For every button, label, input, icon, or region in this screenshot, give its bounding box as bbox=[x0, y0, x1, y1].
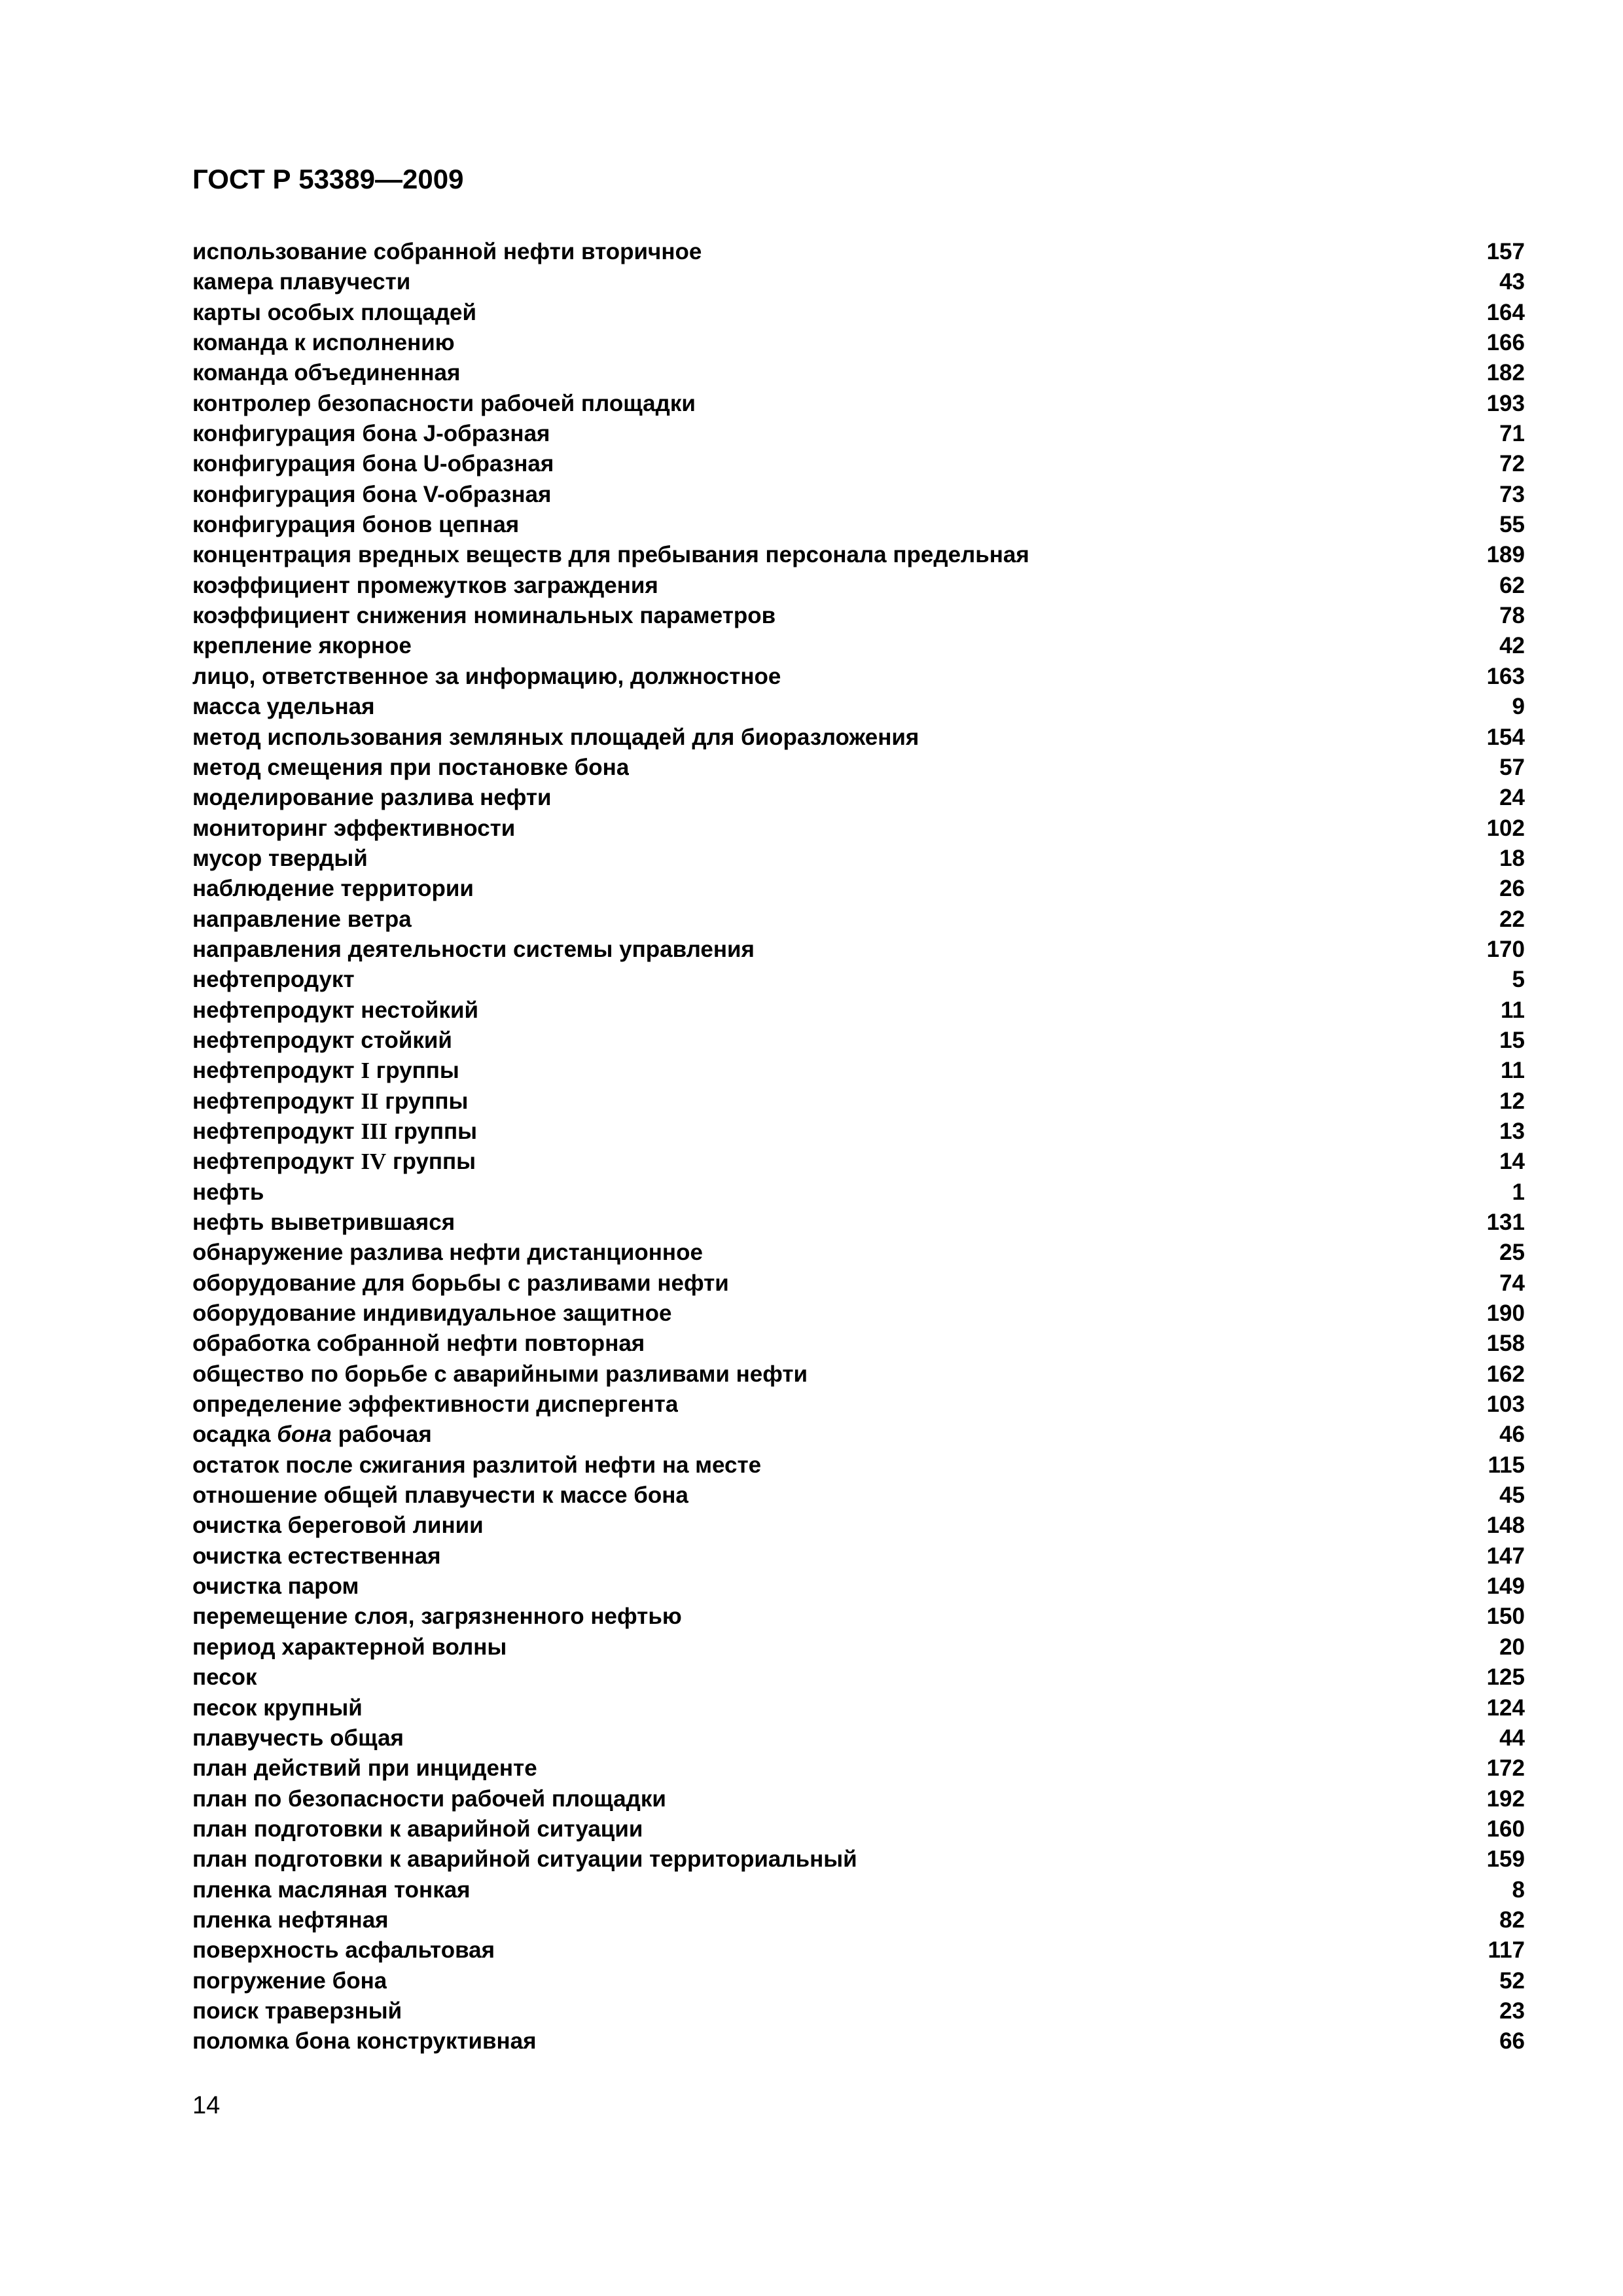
index-entry bbox=[192, 783, 1525, 813]
index-page-ref: 166 bbox=[1486, 330, 1525, 356]
index-term: направления деятельности системы управления bbox=[192, 936, 755, 962]
index-entry bbox=[192, 1299, 1525, 1329]
index-entry bbox=[192, 965, 1525, 995]
index-page-ref: 1 bbox=[1512, 1179, 1525, 1205]
index-term: направление ветра bbox=[192, 906, 412, 932]
index-entry bbox=[192, 1420, 1525, 1450]
index-page-ref: 15 bbox=[1499, 1027, 1525, 1053]
index-entry bbox=[192, 662, 1525, 692]
index-page-ref: 23 bbox=[1499, 1998, 1525, 2024]
index-page-ref: 157 bbox=[1486, 239, 1525, 264]
index-term-roman-numeral: III bbox=[361, 1118, 388, 1144]
index-term-part: группы bbox=[387, 1118, 478, 1144]
index-entry bbox=[192, 1450, 1525, 1480]
index-term bbox=[192, 1147, 476, 1177]
index-term: обработка собранной нефти повторная bbox=[192, 1331, 645, 1357]
index-entry bbox=[192, 1359, 1525, 1390]
index-term: наблюдение территории bbox=[192, 876, 474, 902]
index-page-ref: 193 bbox=[1486, 390, 1525, 416]
index-page-ref: 192 bbox=[1486, 1785, 1525, 1812]
index-term: общество по борьбе с аварийными разливами нефти bbox=[192, 1361, 808, 1387]
index-term: нефтепродукт нестойкий bbox=[192, 997, 479, 1023]
index-page-ref: 57 bbox=[1499, 754, 1525, 780]
index-page-ref: 182 bbox=[1486, 360, 1525, 386]
index-entry bbox=[192, 1784, 1525, 1814]
index-term: нефтепродукт bbox=[192, 967, 355, 993]
index-page-ref: 26 bbox=[1499, 876, 1525, 902]
index-entry bbox=[192, 1117, 1525, 1147]
index-page-ref: 149 bbox=[1486, 1573, 1525, 1600]
index-page-ref: 190 bbox=[1486, 1300, 1525, 1327]
index-term: очистка естественная bbox=[192, 1543, 441, 1569]
index-entry bbox=[192, 1935, 1525, 1965]
index-entry bbox=[192, 723, 1525, 753]
index-term bbox=[192, 1117, 477, 1147]
index-term: оборудование для борьбы с разливами нефти bbox=[192, 1270, 729, 1296]
index-term: поиск траверзный bbox=[192, 1998, 402, 2024]
index-page-ref: 44 bbox=[1499, 1725, 1525, 1751]
index-entry bbox=[192, 358, 1525, 388]
index-term-part: нефтепродукт bbox=[192, 1088, 361, 1114]
index-page-ref: 46 bbox=[1499, 1422, 1525, 1448]
page-number: 14 bbox=[192, 2092, 221, 2119]
index-entry bbox=[192, 601, 1525, 631]
index-entry bbox=[192, 1875, 1525, 1905]
index-term: определение эффективности диспергента bbox=[192, 1391, 679, 1418]
index-page-ref: 5 bbox=[1512, 967, 1525, 993]
index-term: мусор твердый bbox=[192, 845, 368, 871]
index-entry bbox=[192, 510, 1525, 540]
index-page-ref: 147 bbox=[1486, 1543, 1525, 1569]
index-term: пленка масляная тонкая bbox=[192, 1876, 471, 1903]
index-page-ref: 24 bbox=[1499, 785, 1525, 811]
index-term: конфигурация бона J-образная bbox=[192, 421, 550, 447]
index-term: период характерной волны bbox=[192, 1634, 507, 1660]
index-entry bbox=[192, 1086, 1525, 1117]
index-term: метод использования земляных площадей для биоразложения bbox=[192, 724, 919, 750]
index-entry bbox=[192, 1147, 1525, 1177]
index-page-ref: 115 bbox=[1488, 1452, 1525, 1478]
index-entry bbox=[192, 1390, 1525, 1420]
index-entry bbox=[192, 1511, 1525, 1541]
index-term: нефть bbox=[192, 1179, 264, 1205]
index-entry bbox=[192, 1693, 1525, 1723]
index-term: оборудование индивидуальное защитное bbox=[192, 1300, 672, 1327]
index-page-ref: 103 bbox=[1486, 1391, 1525, 1418]
index-term: план подготовки к аварийной ситуации территориальный bbox=[192, 1846, 857, 1873]
index-entry bbox=[192, 419, 1525, 449]
index-entry bbox=[192, 1238, 1525, 1268]
index-page-ref: 43 bbox=[1499, 269, 1525, 295]
index-term: масса удельная bbox=[192, 694, 375, 720]
index-page-ref: 189 bbox=[1486, 542, 1525, 568]
index-page-ref: 125 bbox=[1486, 1664, 1525, 1691]
index-page-ref: 18 bbox=[1499, 845, 1525, 871]
index-page-ref: 158 bbox=[1486, 1331, 1525, 1357]
index-term: лицо, ответственное за информацию, должностное bbox=[192, 663, 781, 689]
index-page-ref: 154 bbox=[1486, 724, 1525, 750]
index-term: плавучесть общая bbox=[192, 1725, 404, 1751]
index-term bbox=[192, 1420, 432, 1450]
alphabetical-index bbox=[192, 237, 1525, 2057]
index-term-roman-numeral: II bbox=[361, 1088, 379, 1114]
index-term-part: осадка bbox=[192, 1422, 277, 1448]
index-term: песок крупный bbox=[192, 1695, 363, 1721]
index-page-ref: 148 bbox=[1486, 1513, 1525, 1539]
index-entry bbox=[192, 1177, 1525, 1208]
index-entry bbox=[192, 1480, 1525, 1511]
index-page-ref: 25 bbox=[1499, 1240, 1525, 1266]
index-term: крепление якорное bbox=[192, 633, 412, 659]
index-term: конфигурация бона U-образная bbox=[192, 451, 554, 477]
index-page-ref: 162 bbox=[1486, 1361, 1525, 1387]
index-page-ref: 42 bbox=[1499, 633, 1525, 659]
index-term: обнаружение разлива нефти дистанционное bbox=[192, 1240, 703, 1266]
index-page-ref: 82 bbox=[1499, 1907, 1525, 1933]
index-entry bbox=[192, 844, 1525, 874]
index-term: нефтепродукт стойкий bbox=[192, 1027, 452, 1053]
index-term: погружение бона bbox=[192, 1967, 387, 1994]
index-page-ref: 9 bbox=[1512, 694, 1525, 720]
index-entry bbox=[192, 1541, 1525, 1571]
index-term-part: группы bbox=[369, 1058, 459, 1084]
index-term: перемещение слоя, загрязненного нефтью bbox=[192, 1604, 682, 1630]
index-page-ref: 66 bbox=[1499, 2028, 1525, 2054]
index-term-roman-numeral: I bbox=[361, 1058, 370, 1084]
index-entry bbox=[192, 814, 1525, 844]
index-term bbox=[192, 1086, 468, 1117]
index-entry bbox=[192, 449, 1525, 479]
index-term: нефть выветрившаяся bbox=[192, 1210, 455, 1235]
index-page-ref: 159 bbox=[1486, 1846, 1525, 1873]
index-term: концентрация вредных веществ для пребывания персонала предельная bbox=[192, 542, 1029, 568]
index-page-ref: 102 bbox=[1486, 815, 1525, 841]
index-term-italic: бона bbox=[277, 1422, 332, 1448]
index-page-ref: 62 bbox=[1499, 572, 1525, 598]
index-term: очистка береговой линии bbox=[192, 1513, 484, 1539]
index-entry bbox=[192, 237, 1525, 267]
index-entry bbox=[192, 753, 1525, 783]
index-entry bbox=[192, 1844, 1525, 1874]
index-term bbox=[192, 1056, 459, 1086]
index-page-ref: 13 bbox=[1499, 1118, 1525, 1144]
index-entry bbox=[192, 1208, 1525, 1238]
index-entry bbox=[192, 1996, 1525, 2026]
index-term: камера плавучести bbox=[192, 269, 411, 295]
index-page-ref: 20 bbox=[1499, 1634, 1525, 1660]
index-term: коэффициент промежутков заграждения bbox=[192, 572, 658, 598]
index-entry bbox=[192, 1753, 1525, 1784]
index-entry bbox=[192, 267, 1525, 297]
index-page-ref: 150 bbox=[1486, 1604, 1525, 1630]
index-term: карты особых площадей bbox=[192, 299, 477, 325]
index-term: поломка бона конструктивная bbox=[192, 2028, 537, 2054]
index-page-ref: 45 bbox=[1499, 1482, 1525, 1509]
index-page-ref: 124 bbox=[1486, 1695, 1525, 1721]
index-page-ref: 172 bbox=[1486, 1755, 1525, 1782]
index-entry bbox=[192, 571, 1525, 601]
index-entry bbox=[192, 874, 1525, 904]
index-term: мониторинг эффективности bbox=[192, 815, 516, 841]
index-term-part: нефтепродукт bbox=[192, 1058, 361, 1084]
index-entry bbox=[192, 2026, 1525, 2056]
index-page-ref: 74 bbox=[1499, 1270, 1525, 1296]
index-entry bbox=[192, 1723, 1525, 1753]
index-page-ref: 117 bbox=[1488, 1937, 1525, 1964]
index-term: остаток после сжигания разлитой нефти на месте bbox=[192, 1452, 762, 1478]
index-term: план по безопасности рабочей площадки bbox=[192, 1785, 666, 1812]
index-term: очистка паром bbox=[192, 1573, 359, 1600]
index-term-part: группы bbox=[386, 1149, 476, 1175]
index-page-ref: 160 bbox=[1486, 1816, 1525, 1842]
index-term: конфигурация бона V-образная bbox=[192, 481, 552, 507]
index-page-ref: 163 bbox=[1486, 663, 1525, 689]
index-entry bbox=[192, 1632, 1525, 1662]
index-entry bbox=[192, 996, 1525, 1026]
index-term-part: нефтепродукт bbox=[192, 1149, 361, 1175]
index-entry bbox=[192, 935, 1525, 965]
index-page-ref: 55 bbox=[1499, 512, 1525, 538]
document-header: ГОСТ Р 53389—2009 bbox=[192, 164, 464, 194]
index-entry bbox=[192, 1056, 1525, 1086]
index-entry bbox=[192, 692, 1525, 722]
index-entry bbox=[192, 389, 1525, 419]
index-entry bbox=[192, 540, 1525, 570]
index-entry bbox=[192, 1602, 1525, 1632]
index-term-part: группы bbox=[378, 1088, 469, 1114]
index-page-ref: 131 bbox=[1486, 1210, 1525, 1235]
index-term: контролер безопасности рабочей площадки bbox=[192, 390, 696, 416]
index-term-part: рабочая bbox=[331, 1422, 432, 1448]
index-entry bbox=[192, 298, 1525, 328]
index-page-ref: 22 bbox=[1499, 906, 1525, 932]
index-page-ref: 71 bbox=[1499, 421, 1525, 447]
index-page-ref: 52 bbox=[1499, 1967, 1525, 1994]
index-term: команда объединенная bbox=[192, 360, 461, 386]
index-entry bbox=[192, 1329, 1525, 1359]
index-entry bbox=[192, 905, 1525, 935]
index-term: метод смещения при постановке бона bbox=[192, 754, 630, 780]
index-page-ref: 8 bbox=[1512, 1876, 1525, 1903]
index-page-ref: 72 bbox=[1499, 451, 1525, 477]
index-entry bbox=[192, 480, 1525, 510]
index-term: песок bbox=[192, 1664, 257, 1691]
index-page-ref: 12 bbox=[1499, 1088, 1525, 1114]
index-page-ref: 78 bbox=[1499, 603, 1525, 629]
index-page-ref: 170 bbox=[1486, 936, 1525, 962]
index-page-ref: 11 bbox=[1501, 1058, 1525, 1084]
index-page-ref: 164 bbox=[1486, 299, 1525, 325]
index-entry bbox=[192, 1966, 1525, 1996]
index-term: отношение общей плавучести к массе бона bbox=[192, 1482, 688, 1509]
index-term-part: нефтепродукт bbox=[192, 1118, 361, 1144]
index-term: план действий при инциденте bbox=[192, 1755, 537, 1782]
index-term-roman-numeral: IV bbox=[361, 1149, 387, 1175]
index-term: моделирование разлива нефти bbox=[192, 785, 552, 811]
index-term: конфигурация бонов цепная bbox=[192, 512, 520, 538]
index-term: команда к исполнению bbox=[192, 330, 455, 356]
index-entry bbox=[192, 1268, 1525, 1299]
index-term: коэффициент снижения номинальных параметров bbox=[192, 603, 776, 629]
index-entry bbox=[192, 1814, 1525, 1844]
index-entry bbox=[192, 1662, 1525, 1693]
index-entry bbox=[192, 1905, 1525, 1935]
index-entry bbox=[192, 1571, 1525, 1602]
index-page-ref: 73 bbox=[1499, 481, 1525, 507]
index-entry bbox=[192, 328, 1525, 358]
index-page-ref: 14 bbox=[1499, 1149, 1525, 1175]
index-page-ref: 11 bbox=[1501, 997, 1525, 1023]
index-term: пленка нефтяная bbox=[192, 1907, 389, 1933]
index-term: план подготовки к аварийной ситуации bbox=[192, 1816, 643, 1842]
index-term: использование собранной нефти вторичное bbox=[192, 239, 702, 264]
index-entry bbox=[192, 1026, 1525, 1056]
index-entry bbox=[192, 631, 1525, 661]
index-term: поверхность асфальтовая bbox=[192, 1937, 495, 1964]
